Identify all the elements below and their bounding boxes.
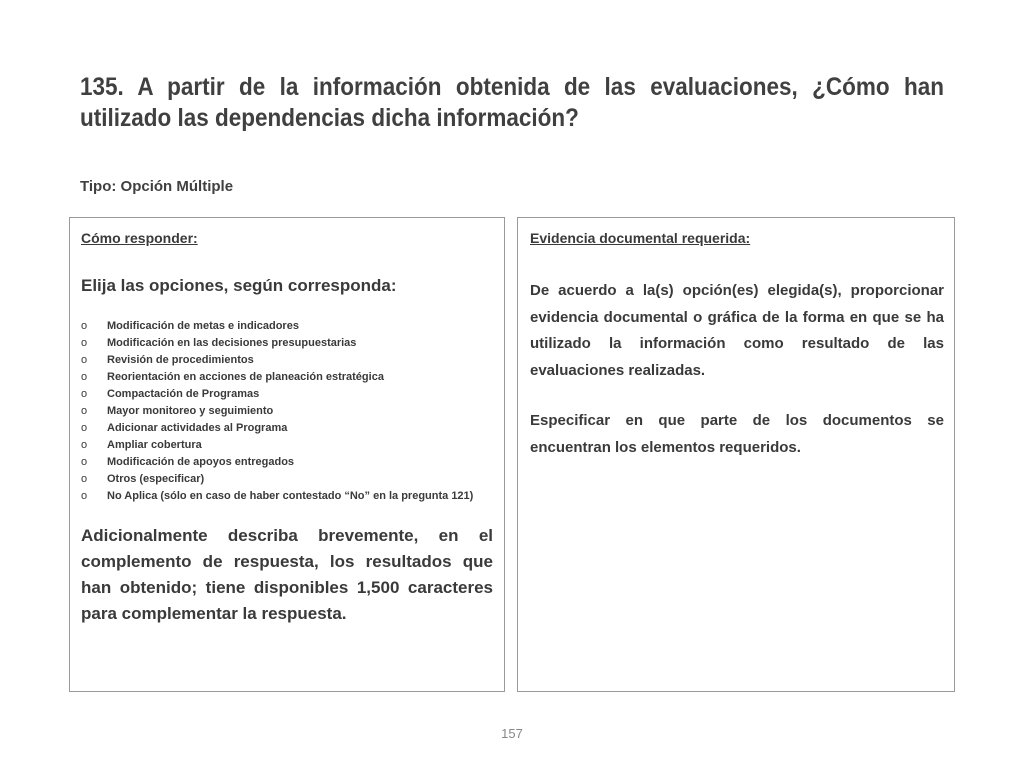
option-label: Revisión de procedimientos (107, 354, 254, 366)
list-item (81, 403, 473, 420)
bullet-icon: o (81, 422, 88, 434)
option-label: No Aplica (sólo en caso de haber contestado “No” en la pregunta 121) (107, 490, 474, 502)
list-item (81, 437, 473, 454)
question-type: Tipo: Opción Múltiple (80, 178, 234, 195)
list-item (81, 318, 473, 335)
evidence-box (517, 217, 955, 692)
option-label: Modificación de metas e indicadores (107, 320, 299, 332)
bullet-icon: o (81, 371, 88, 383)
list-item (81, 352, 473, 369)
list-item (81, 335, 473, 352)
evidence-heading: Evidencia documental requerida: (530, 230, 751, 246)
option-label: Modificación de apoyos entregados (107, 456, 295, 468)
evidence-paragraph-1: De acuerdo a la(s) opción(es) elegida(s), proporcionar evidencia documental o gráfica de la forma en que se ha utilizado la información como resultado de las evaluaciones realizadas. (530, 282, 944, 379)
bullet-icon: o (81, 337, 88, 349)
list-item (81, 488, 473, 505)
bullet-icon: o (81, 456, 88, 468)
option-label: Ampliar cobertura (107, 439, 202, 451)
page-number: 157 (501, 726, 523, 741)
list-item (81, 369, 473, 386)
option-label: Reorientación en acciones de planeación estratégica (107, 371, 384, 383)
bullet-icon: o (81, 490, 88, 502)
how-to-answer-box (69, 217, 505, 692)
option-label: Otros (especificar) (107, 473, 205, 485)
instruction-text: Elija las opciones, según corresponda: (81, 276, 397, 295)
option-label: Modificación en las decisiones presupuestarias (107, 337, 357, 349)
list-item (81, 454, 473, 471)
bullet-icon: o (81, 473, 88, 485)
list-item (81, 471, 473, 488)
bullet-icon: o (81, 320, 88, 332)
options-list (81, 318, 473, 505)
bullet-icon: o (81, 354, 88, 366)
option-label: Compactación de Programas (107, 388, 260, 400)
additional-instructions: Adicionalmente describa brevemente, en el complemento de respuesta, los resultados que han obtenido; tiene disponibles 1,500 caracteres para complementar la respuesta. (81, 526, 493, 623)
list-item (81, 420, 473, 437)
how-to-answer-heading: Cómo responder: (81, 230, 198, 246)
bullet-icon: o (81, 405, 88, 417)
evidence-paragraph-2: Especificar en que parte de los documentos se encuentran los elementos requeridos. (530, 412, 944, 456)
option-label: Adicionar actividades al Programa (107, 422, 288, 434)
bullet-icon: o (81, 439, 88, 451)
option-label: Mayor monitoreo y seguimiento (107, 405, 274, 417)
list-item (81, 386, 473, 403)
page-title: 135. A partir de la información obtenida de las evaluaciones, ¿Cómo han utilizado las dependencias dicha información? (80, 73, 944, 132)
bullet-icon: o (81, 388, 88, 400)
